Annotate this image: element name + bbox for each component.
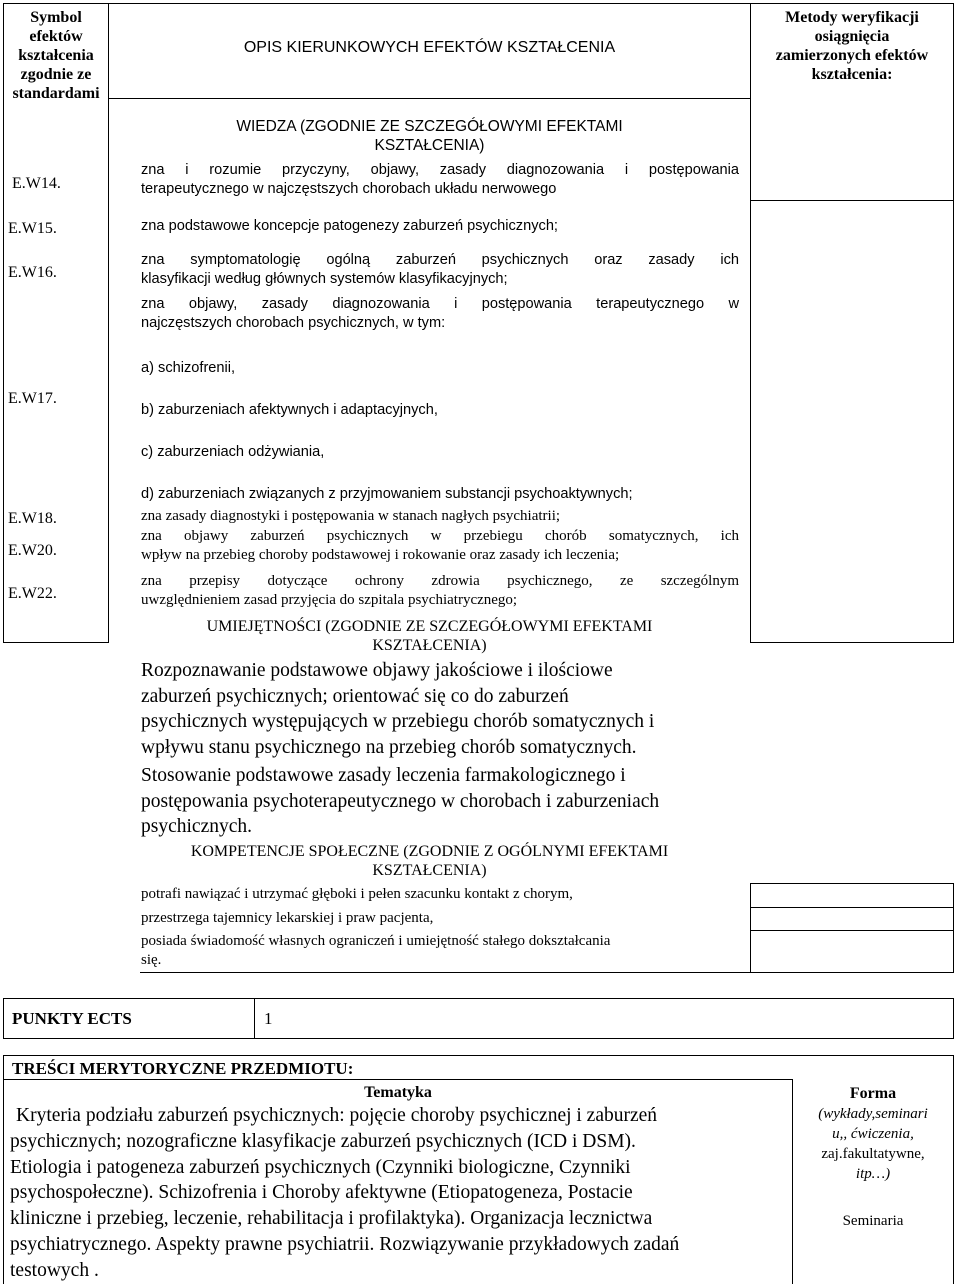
text-line: zna objawy zaburzeń psychicznych w przebiegu chorób somatycznych, ich bbox=[141, 528, 739, 544]
forma-value: Seminaria bbox=[842, 1213, 904, 1229]
heading-line: KOMPETENCJE SPOŁECZNE (ZGODNIE Z OGÓLNYMI EFEKTAMI bbox=[190, 843, 669, 860]
methods-column-header bbox=[751, 8, 953, 84]
header-line: kształcenia bbox=[18, 47, 94, 64]
text-line: zna i rozumie przyczyny, objawy, zasady diagnozowania i postępowania bbox=[141, 162, 739, 178]
symbol-ew18: E.W18. bbox=[8, 510, 57, 527]
header-line: Symbol bbox=[30, 9, 82, 26]
text-line: zna przepisy dotyczące ochrony zdrowia psychicznego, ze szczególnym bbox=[141, 573, 739, 589]
header-line: zgodnie ze bbox=[20, 66, 92, 83]
list-item: a) schizofrenii, bbox=[141, 360, 236, 376]
text-line: Rozpoznawanie podstawowe objawy jakościowe i ilościowe bbox=[141, 660, 613, 681]
section-heading-wiedza bbox=[109, 117, 750, 155]
text-line: zaj.fakultatywne, bbox=[821, 1146, 925, 1162]
content-text bbox=[10, 1103, 790, 1284]
symbol-ew14: E.W14. bbox=[12, 175, 61, 192]
header-line: kształcenia: bbox=[811, 66, 893, 83]
content-heading: TREŚCI MERYTORYCZNE PRZEDMIOTU: bbox=[12, 1059, 354, 1078]
symbol-ew17: E.W17. bbox=[8, 390, 57, 407]
text-line: testowych . bbox=[10, 1259, 99, 1281]
text-line: zna symptomatologię ogólną zaburzeń psychicznych oraz zasady ich bbox=[141, 252, 739, 268]
text-line: itp…) bbox=[855, 1166, 891, 1182]
symbol-ew20: E.W20. bbox=[8, 542, 57, 559]
text-line: postępowania psychoterapeutycznego w chorobach i zaburzeniach bbox=[141, 790, 660, 812]
text-line: Etiologia i patogeneza zaburzeń psychicznych (Czynniki biologiczne, Czynniki bbox=[10, 1156, 631, 1178]
list-item: d) zaburzeniach związanych z przyjmowaniem substancji psychoaktywnych; bbox=[141, 486, 633, 502]
symbol-ew16: E.W16. bbox=[8, 264, 57, 281]
text-line: (wykłady,seminari bbox=[818, 1106, 928, 1122]
header-line: osiągnięcia bbox=[814, 28, 890, 45]
symbol-column-header bbox=[4, 8, 108, 103]
forma-label: Forma bbox=[849, 1085, 897, 1102]
heading-line: KSZTAŁCENIA) bbox=[372, 862, 487, 879]
competence-item bbox=[141, 932, 739, 970]
text-line: Kryteria podziału zaburzeń psychicznych: pojęcie choroby psychicznej i zaburzeń bbox=[16, 1105, 658, 1126]
text-line: się. bbox=[141, 952, 162, 968]
text-line: zaburzeń psychicznych; orientować się co do zaburzeń bbox=[141, 685, 569, 707]
effect-text-ew16 bbox=[141, 251, 739, 289]
text-line: klasyfikacji według głównych systemów klasyfikacyjnych; bbox=[141, 271, 508, 287]
text-line: psychiatrycznego. Aspekty prawne psychiatrii. Rozwiązywanie przykładowych zadań bbox=[10, 1233, 680, 1255]
symbol-ew22: E.W22. bbox=[8, 585, 57, 602]
text-line: psychicznych. bbox=[141, 816, 253, 837]
effect-text-ew14 bbox=[141, 161, 739, 199]
header-line: zamierzonych efektów bbox=[775, 47, 929, 64]
effect-text-ew18: zna zasady diagnostyki i postępowania w stanach nagłych psychiatrii; bbox=[141, 508, 561, 524]
text-line: wpływu stanu psychicznego na przebieg chorób somatycznych. bbox=[141, 736, 637, 758]
heading-line: KSZTAŁCENIA) bbox=[374, 137, 485, 154]
text-line: wpływ na przebieg choroby podstawowej i rokowanie oraz zasady ich leczenia; bbox=[141, 547, 620, 563]
page-title: OPIS KIERUNKOWYCH EFEKTÓW KSZTAŁCENIA bbox=[243, 39, 616, 56]
skill-paragraph-1 bbox=[141, 658, 739, 760]
text-line: zna objawy, zasady diagnozowania i postępowania terapeutycznego w bbox=[141, 296, 739, 312]
text-line: terapeutycznego w najczęstszych chorobach układu nerwowego bbox=[141, 181, 557, 197]
heading-line: WIEDZA (ZGODNIE ZE SZCZEGÓŁOWYMI EFEKTAMI bbox=[236, 118, 623, 135]
text-line: uwzględnieniem zasad przyjęcia do szpitala psychiatrycznego; bbox=[141, 592, 518, 608]
heading-line: UMIEJĘTNOŚCI (ZGODNIE ZE SZCZEGÓŁOWYMI EFEKTAMI bbox=[206, 618, 653, 635]
effect-text-ew17 bbox=[141, 295, 739, 333]
effect-text-ew15: zna podstawowe koncepcje patogenezy zaburzeń psychicznych; bbox=[141, 218, 558, 234]
text-line: psychicznych; nozograficzne klasyfikacje zaburzeń psychicznych (ICD i DSM). bbox=[10, 1130, 636, 1152]
ects-label: PUNKTY ECTS bbox=[12, 1009, 132, 1028]
text-line: posiada świadomość własnych ograniczeń i umiejętność stałego dokształcania bbox=[141, 933, 611, 949]
tematyka-label: Tematyka bbox=[364, 1084, 432, 1101]
list-item: b) zaburzeniach afektywnych i adaptacyjnych, bbox=[141, 402, 438, 418]
text-line: najczęstszych chorobach psychicznych, w tym: bbox=[141, 315, 446, 331]
symbol-ew15: E.W15. bbox=[8, 220, 57, 237]
heading-line: KSZTAŁCENIA) bbox=[372, 637, 487, 654]
competence-item: przestrzega tajemnicy lekarskiej i praw pacjenta, bbox=[141, 910, 434, 926]
ects-value: 1 bbox=[264, 1009, 273, 1028]
competence-item: potrafi nawiązać i utrzymać głęboki i pełen szacunku kontakt z chorym, bbox=[141, 886, 573, 902]
header-line: Metody weryfikacji bbox=[785, 9, 919, 26]
forma-note bbox=[793, 1104, 953, 1184]
list-item: c) zaburzeniach odżywiania, bbox=[141, 444, 325, 460]
text-line: psychicznych występujących w przebiegu chorób somatycznych i bbox=[141, 711, 655, 732]
header-line: standardami bbox=[12, 85, 100, 102]
section-heading-umiejetnosci bbox=[109, 617, 750, 655]
effect-text-ew22 bbox=[141, 572, 739, 610]
effect-text-ew20 bbox=[141, 527, 739, 565]
text-line: kliniczne i przebieg, leczenie, rehabilitacja i profilaktyka). Organizacja lecznictwa bbox=[10, 1208, 653, 1230]
text-line: psychospołeczne). Schizofrenia i Choroby afektywne (Etiopatogeneza, Postacie bbox=[10, 1182, 633, 1204]
text-line: u,, ćwiczenia, bbox=[832, 1126, 914, 1142]
header-line: efektów bbox=[29, 28, 83, 45]
section-heading-kompetencje bbox=[109, 842, 750, 880]
text-line: Stosowanie podstawowe zasady leczenia farmakologicznego i bbox=[141, 765, 626, 786]
skill-paragraph-2 bbox=[141, 763, 739, 840]
